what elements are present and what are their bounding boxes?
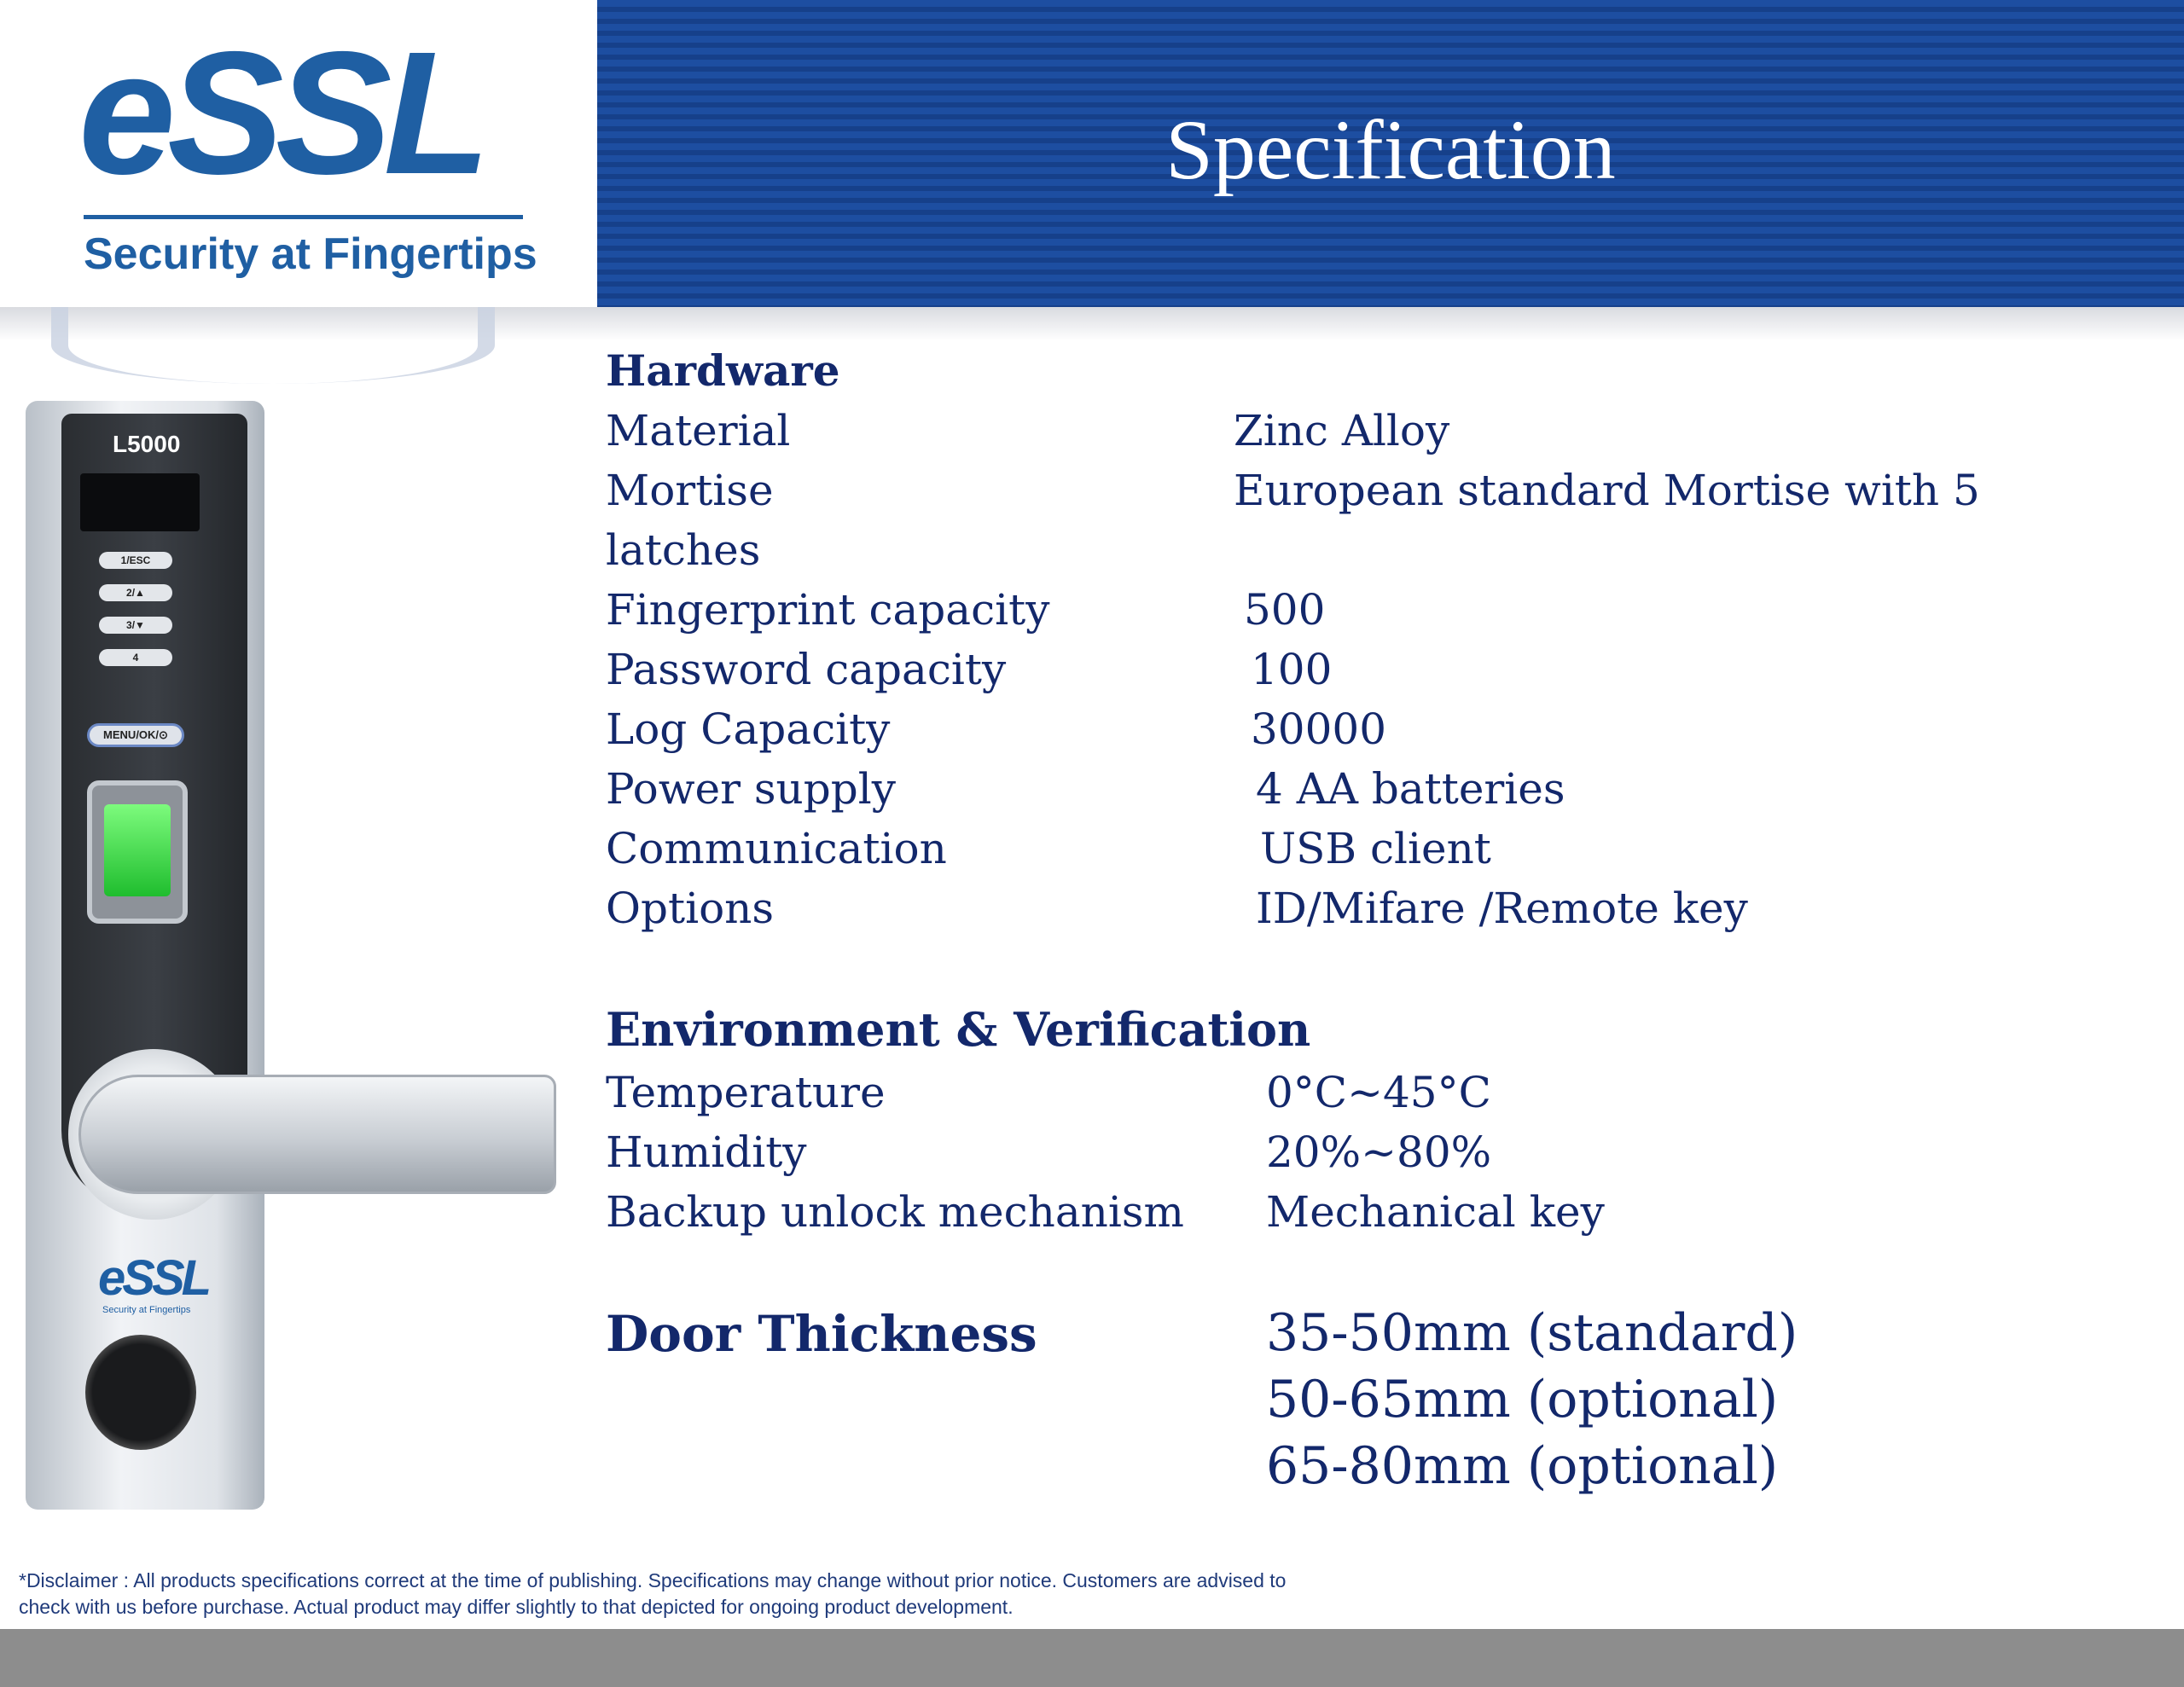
door-thickness-optional-2: 65-80mm (optional): [1266, 1436, 1779, 1496]
disclaimer: [19, 1568, 1469, 1620]
spec-label-fingerprint-capacity: Fingerprint capacity: [606, 585, 1050, 635]
spec-label-humidity: Humidity: [606, 1128, 807, 1177]
spec-label-options: Options: [606, 884, 775, 933]
disclaimer-line-2: check with us before purchase. Actual product may differ slightly to that depicted for ongoing product development.: [19, 1596, 1014, 1618]
product-image: [17, 307, 546, 1514]
door-thickness-optional-1: 50-65mm (optional): [1266, 1370, 1779, 1429]
model-label: L5000: [113, 431, 181, 457]
spec-label-password-capacity: Password capacity: [606, 645, 1007, 694]
spec-value-password-capacity: 100: [1251, 645, 1333, 694]
keypad-key-4: 4: [99, 649, 172, 666]
spec-label-material: Material: [606, 406, 791, 455]
fingerprint-sensor-glow: [104, 804, 171, 896]
spec-value-log-capacity: 30000: [1251, 704, 1387, 754]
spec-value-humidity: 20%~80%: [1266, 1128, 1492, 1177]
page-title: Specification: [1165, 102, 1616, 197]
lock-handle: [78, 1075, 556, 1194]
logo-tagline: Security at Fingertips: [84, 229, 537, 279]
decorative-arc: [51, 307, 495, 384]
environment-heading: Environment & Verification: [606, 1002, 1311, 1057]
spec-value-options: ID/Mifare /Remote key: [1256, 884, 1748, 933]
spec-value-backup-unlock: Mechanical key: [1266, 1187, 1605, 1237]
keyhole: [85, 1335, 196, 1450]
spec-label-backup-unlock: Backup unlock mechanism: [606, 1187, 1184, 1237]
spec-value-fingerprint-capacity: 500: [1244, 585, 1326, 635]
menu-ok-key: MENU/OK/⊙: [87, 723, 184, 747]
spec-label-power-supply: Power supply: [606, 764, 897, 814]
spec-value-communication: USB client: [1260, 824, 1491, 873]
door-thickness-standard: 35-50mm (standard): [1266, 1303, 1798, 1363]
logo-wordmark: eSSL: [78, 15, 482, 211]
logo: [0, 0, 597, 307]
spec-value-power-supply: 4 AA batteries: [1256, 764, 1565, 814]
keypad-key-3: 3/▼: [99, 617, 172, 634]
device-tagline: Security at Fingertips: [102, 1305, 191, 1315]
spec-value-mortise: European standard Mortise with 5: [1234, 466, 1980, 515]
door-thickness-heading: Door Thickness: [606, 1305, 1037, 1363]
spec-value-temperature: 0°C~45°C: [1266, 1068, 1491, 1117]
title-banner: [597, 0, 2184, 307]
device-logo: eSSL: [98, 1250, 209, 1306]
hardware-heading: Hardware: [606, 345, 840, 396]
keypad-key-1: 1/ESC: [99, 552, 172, 569]
keypad-key-2: 2/▲: [99, 584, 172, 601]
disclaimer-line-1: *Disclaimer : All products specifications correct at the time of publishing. Specifications may change without prior notice. Customers are advised to: [19, 1569, 1287, 1591]
spec-label-latches: latches: [606, 525, 761, 575]
spec-label-log-capacity: Log Capacity: [606, 704, 891, 754]
spec-value-material: Zinc Alloy: [1234, 406, 1450, 455]
spec-label-temperature: Temperature: [606, 1068, 886, 1117]
logo-divider: [84, 215, 523, 219]
fingerprint-sensor: [87, 780, 188, 924]
footer-bar: [0, 1629, 2184, 1687]
spec-label-communication: Communication: [606, 824, 947, 873]
lock-display: [80, 473, 200, 531]
spec-label-mortise: Mortise: [606, 466, 774, 515]
